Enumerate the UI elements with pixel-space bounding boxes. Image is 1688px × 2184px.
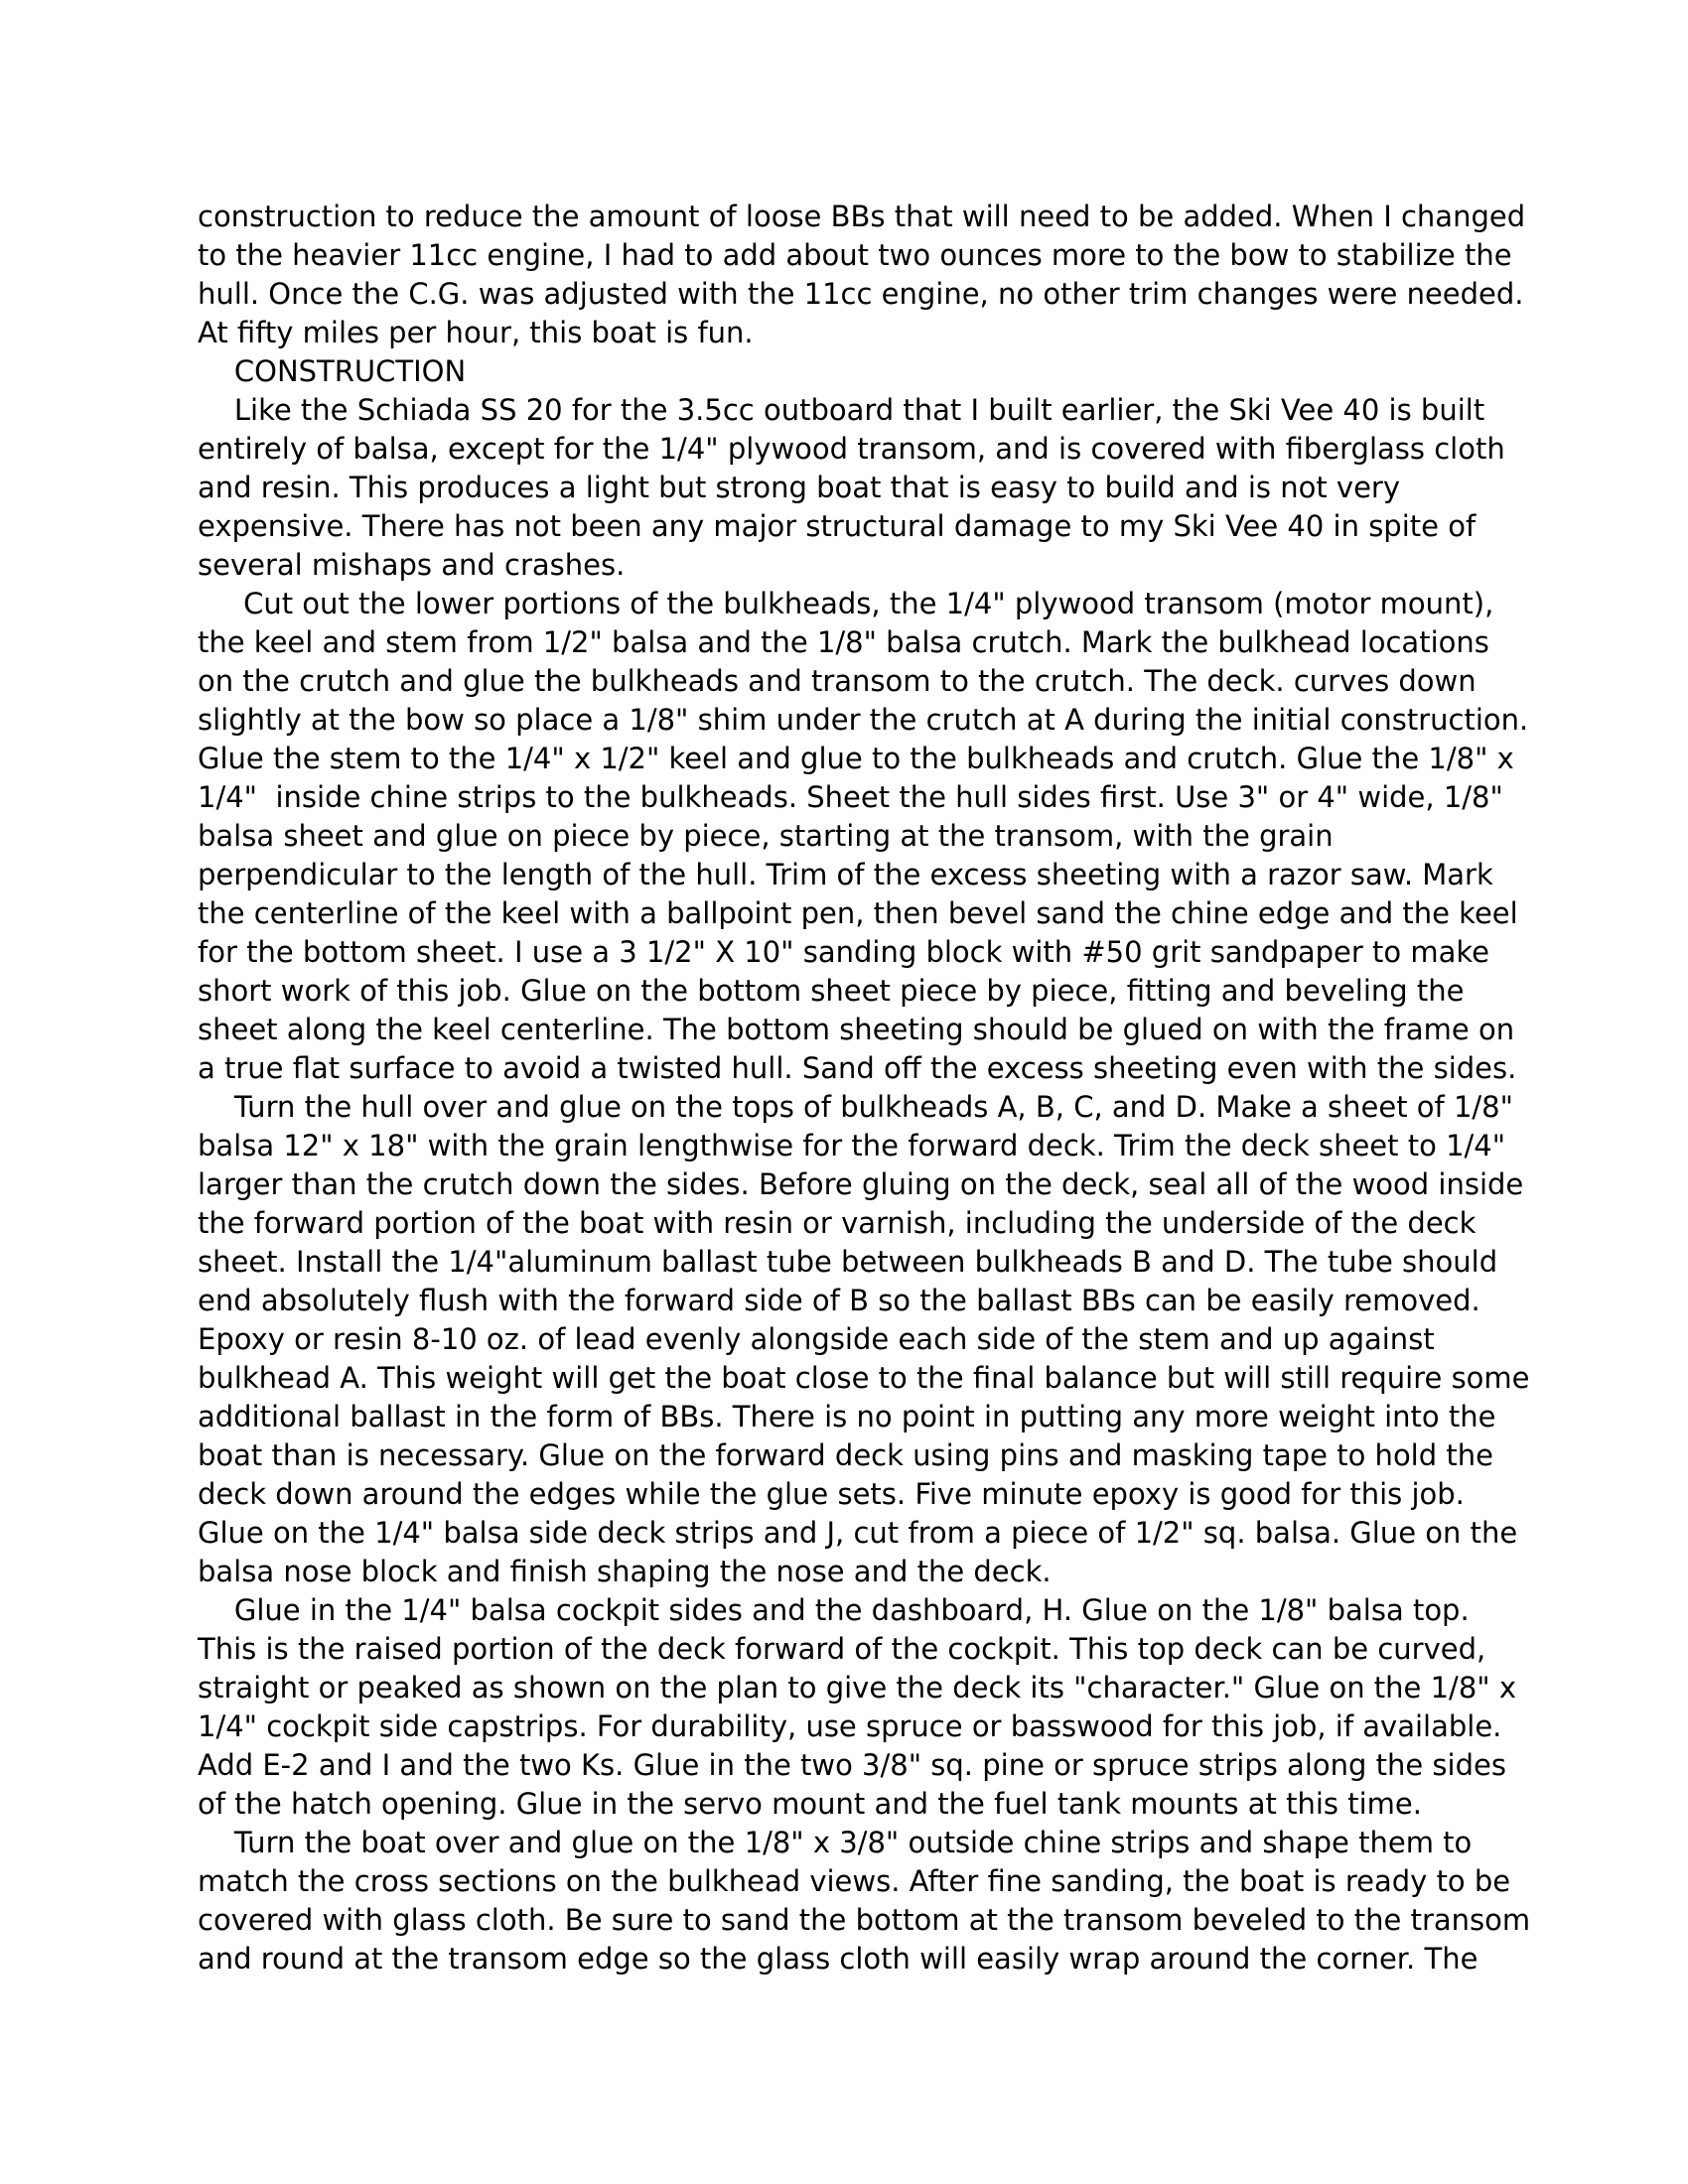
text-line: 1/4" inside chine strips to the bulkheads. Sheet the hull sides first. Use 3" or 4" wide, 1/8" [198,780,1503,814]
text-line: balsa 12" x 18" with the grain lengthwise for the forward deck. Trim the deck sheet to 1/4" [198,1129,1506,1162]
text-line: bulkhead A. This weight will get the boat close to the final balance but will still require some [198,1361,1530,1395]
text-line: short work of this job. Glue on the bottom sheet piece by piece, fitting and beveling the [198,974,1465,1008]
text-line: and round at the transom edge so the glass cloth will easily wrap around the corner. The [198,1942,1478,1976]
text-line: on the crutch and glue the bulkheads and transom to the crutch. The deck. curves down [198,664,1477,698]
text-line: expensive. There has not been any major structural damage to my Ski Vee 40 in spite of [198,509,1477,543]
text-line: end absolutely flush with the forward side of B so the ballast BBs can be easily removed. [198,1284,1480,1317]
text-line: Cut out the lower portions of the bulkheads, the 1/4" plywood transom (motor mount), [198,587,1494,620]
text-line: covered with glass cloth. Be sure to sand the bottom at the transom beveled to the transom [198,1903,1531,1937]
text-line: of the hatch opening. Glue in the servo mount and the fuel tank mounts at this time. [198,1787,1422,1821]
paragraph [198,585,1529,1088]
text-line: slightly at the bow so place a 1/8" shim under the crutch at A during the initial construction. [198,703,1529,737]
text-line: a true flat surface to avoid a twisted hull. Sand off the excess sheeting even with the sides. [198,1051,1517,1085]
text-line: CONSTRUCTION [198,354,467,388]
text-line: match the cross sections on the bulkhead views. After fine sanding, the boat is ready to be [198,1864,1511,1898]
paragraph [198,1088,1530,1591]
text-line: several mishaps and crashes. [198,548,626,582]
paragraph [198,391,1505,585]
text-line: sheet. Install the 1/4"aluminum ballast tube between bulkheads B and D. The tube should [198,1245,1498,1279]
text-line: Turn the boat over and glue on the 1/8" x 3/8" outside chine strips and shape them to [198,1826,1473,1859]
text-line: to the heavier 11cc engine, I had to add about two ounces more to the bow to stabilize the [198,238,1512,272]
text-line: larger than the crutch down the sides. Before gluing on the deck, seal all of the wood inside [198,1167,1524,1201]
paragraph [198,352,1488,391]
text-line: Glue on the 1/4" balsa side deck strips and J, cut from a piece of 1/2" sq. balsa. Glue on the [198,1516,1518,1550]
text-line: entirely of balsa, except for the 1/4" plywood transom, and is covered with fiberglass cloth [198,432,1505,466]
paragraph [198,1824,1531,1979]
text-line: Turn the hull over and glue on the tops of bulkheads A, B, C, and D. Make a sheet of 1/8" [198,1090,1513,1124]
text-line: and resin. This produces a light but strong boat that is easy to build and is not very [198,471,1401,504]
text-line: 1/4" cockpit side capstrips. For durability, use spruce or basswood for this job, if available. [198,1709,1502,1743]
text-line: perpendicular to the length of the hull. Trim of the excess sheeting with a razor saw. Mark [198,858,1493,891]
text-line: Like the Schiada SS 20 for the 3.5cc outboard that I built earlier, the Ski Vee 40 is built [198,393,1485,427]
text-line: sheet along the keel centerline. The bottom sheeting should be glued on with the frame on [198,1013,1515,1046]
text-line: Add E-2 and I and the two Ks. Glue in the two 3/8" sq. pine or spruce strips along the sides [198,1748,1506,1782]
paragraph [198,1591,1516,1824]
text-line: the forward portion of the boat with resin or varnish, including the underside of the deck [198,1206,1477,1240]
text-line: Epoxy or resin 8-10 oz. of lead evenly alongside each side of the stem and up against [198,1322,1435,1356]
text-line: the keel and stem from 1/2" balsa and the 1/8" balsa crutch. Mark the bulkhead locations [198,625,1489,659]
text-line: construction to reduce the amount of loose BBs that will need to be added. When I changed [198,200,1526,233]
text-line: straight or peaked as shown on the plan to give the deck its "character." Glue on the 1/8" x [198,1671,1516,1705]
text-line: the centerline of the keel with a ballpoint pen, then bevel sand the chine edge and the keel [198,896,1518,930]
text-line: additional ballast in the form of BBs. There is no point in putting any more weight into the [198,1400,1496,1433]
text-line: This is the raised portion of the deck forward of the cockpit. This top deck can be curved, [198,1632,1486,1666]
document-page [198,198,1531,1979]
text-line: boat than is necessary. Glue on the forward deck using pins and masking tape to hold the [198,1438,1493,1472]
text-line: balsa nose block and finish shaping the nose and the deck. [198,1555,1052,1588]
text-line: At fifty miles per hour, this boat is fun. [198,316,754,349]
text-line: Glue in the 1/4" balsa cockpit sides and the dashboard, H. Glue on the 1/8" balsa top. [198,1593,1470,1627]
text-line: hull. Once the C.G. was adjusted with the 11cc engine, no other trim changes were needed. [198,277,1524,311]
text-line: Glue the stem to the 1/4" x 1/2" keel and glue to the bulkheads and crutch. Glue the 1/8" x [198,742,1514,775]
paragraph [198,198,1526,352]
text-line: deck down around the edges while the glue sets. Five minute epoxy is good for this job. [198,1477,1465,1511]
text-line: for the bottom sheet. I use a 3 1/2" X 10" sanding block with #50 grit sandpaper to make [198,935,1489,969]
text-line: balsa sheet and glue on piece by piece, starting at the transom, with the grain [198,819,1334,853]
